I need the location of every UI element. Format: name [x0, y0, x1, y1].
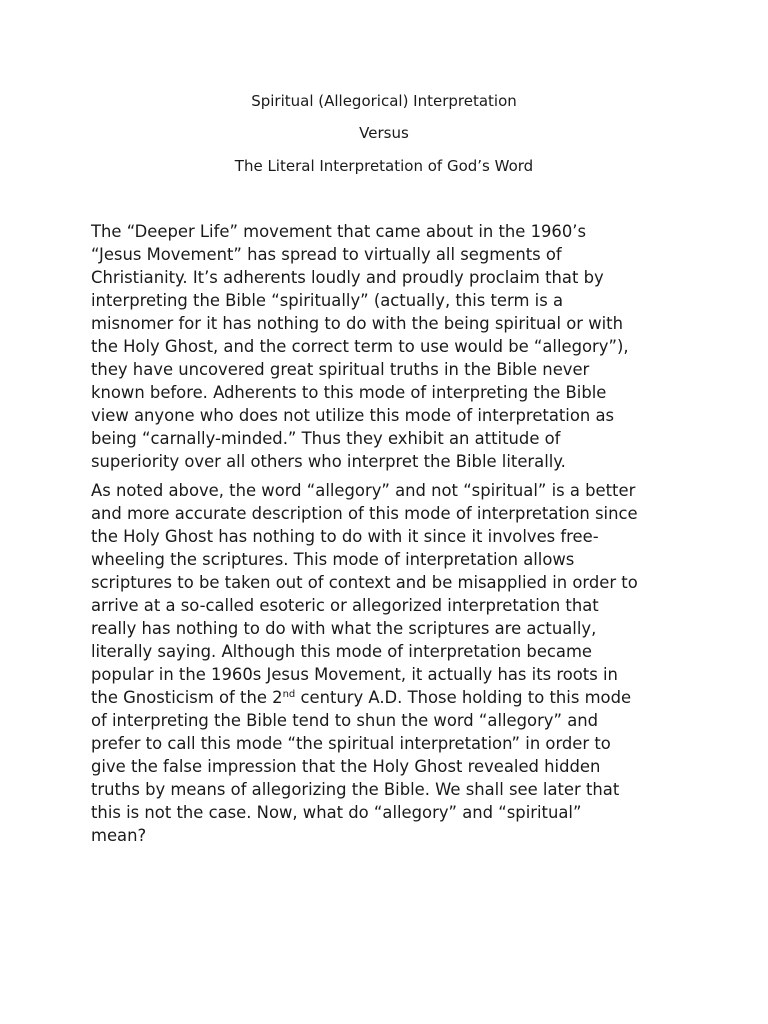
- text-span: the Gnosticism of the 2: [91, 688, 283, 707]
- title-line-2: Versus: [359, 124, 409, 142]
- text-line: give the false impression that the Holy Ghost revealed hidden: [91, 757, 601, 776]
- text-line: [91, 686, 711, 709]
- text-line: truths by means of allegorizing the Bible. We shall see later that: [91, 780, 620, 799]
- text-line: interpreting the Bible “spiritually” (actually, this term is a: [91, 291, 563, 310]
- text-line: arrive at a so-called esoteric or allegorized interpretation that: [91, 596, 599, 615]
- text-line: this is not the case. Now, what do “allegory” and “spiritual”: [91, 803, 582, 822]
- text-line: known before. Adherents to this mode of interpreting the Bible: [91, 383, 607, 402]
- text-line: being “carnally-minded.” Thus they exhibit an attitude of: [91, 429, 561, 448]
- text-line: literally saying. Although this mode of interpretation became: [91, 642, 593, 661]
- paragraph-2: [91, 479, 711, 847]
- text-line: wheeling the scriptures. This mode of interpretation allows: [91, 550, 575, 569]
- text-line: of interpreting the Bible tend to shun the word “allegory” and: [91, 711, 599, 730]
- text-line: the Holy Ghost, and the correct term to use would be “allegory”),: [91, 337, 629, 356]
- title-line-3: The Literal Interpretation of God’s Word: [234, 157, 534, 175]
- text-line: prefer to call this mode “the spiritual interpretation” in order to: [91, 734, 611, 753]
- text-line: Christianity. It’s adherents loudly and proudly proclaim that by: [91, 268, 604, 287]
- text-line: popular in the 1960s Jesus Movement, it actually has its roots in: [91, 665, 618, 684]
- text-line: and more accurate description of this mode of interpretation since: [91, 504, 638, 523]
- superscript: nd: [282, 689, 296, 700]
- text-line: superiority over all others who interpret the Bible literally.: [91, 452, 566, 471]
- text-span: century A.D. Those holding to this mode: [295, 688, 632, 707]
- text-line: the Holy Ghost has nothing to do with it since it involves free-: [91, 527, 599, 546]
- text-line: The “Deeper Life” movement that came about in the 1960’s: [91, 222, 587, 241]
- text-line: mean?: [91, 826, 147, 845]
- paragraph-1: [91, 220, 711, 473]
- text-line: view anyone who does not utilize this mode of interpretation as: [91, 406, 615, 425]
- text-line: scriptures to be taken out of context and be misapplied in order to: [91, 573, 638, 592]
- text-line: As noted above, the word “allegory” and not “spiritual” is a better: [91, 481, 636, 500]
- title-line-1: Spiritual (Allegorical) Interpretation: [251, 92, 517, 110]
- text-line: they have uncovered great spiritual truths in the Bible never: [91, 360, 590, 379]
- text-line: misnomer for it has nothing to do with the being spiritual or with: [91, 314, 623, 333]
- text-line: “Jesus Movement” has spread to virtually all segments of: [91, 245, 562, 264]
- text-line: really has nothing to do with what the scriptures are actually,: [91, 619, 597, 638]
